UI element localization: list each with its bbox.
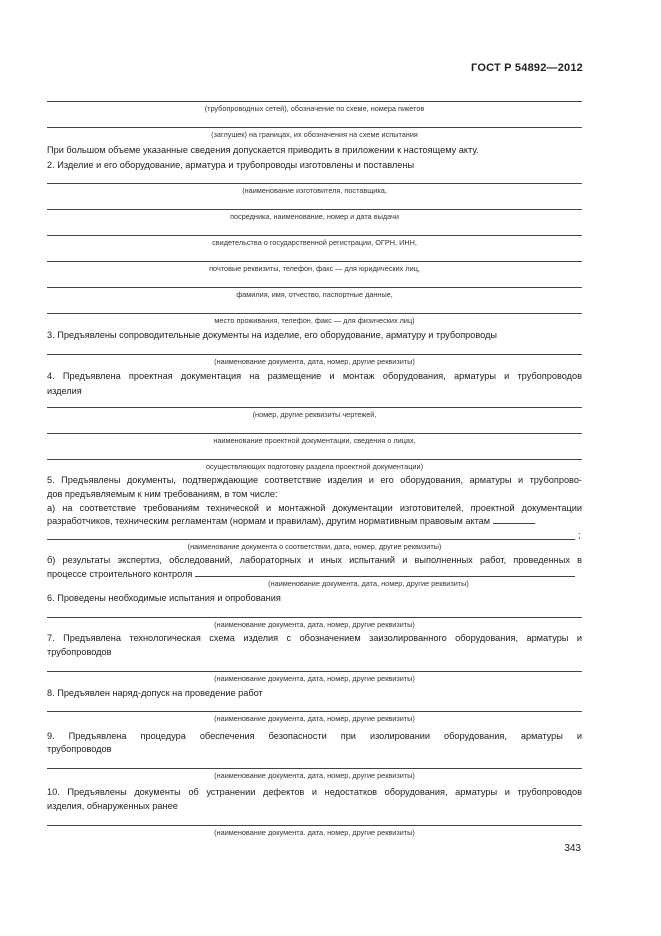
field-caption: (наименование документа, дата, номер, другие реквизиты) bbox=[214, 771, 415, 780]
item-5b-line-2: процессе строительного контроля bbox=[47, 567, 582, 582]
fill-line bbox=[47, 711, 582, 712]
item-6-text: 6. Проведены необходимые испытания и опробования bbox=[47, 593, 281, 603]
fill-line bbox=[47, 825, 582, 826]
fill-line bbox=[493, 523, 535, 524]
note-text: При большом объеме указанные сведения допускается приводить в приложении к настоящему акту. bbox=[47, 145, 479, 155]
semicolon: ; bbox=[578, 530, 581, 540]
item-4-line-1: 4. Предъявлена проектная документация на размещение и монтаж оборудования, арматуры и трубопроводов bbox=[47, 371, 582, 381]
field-caption: (наименование документа, дата, номер, другие реквизиты) bbox=[214, 357, 415, 366]
page-number: 343 bbox=[564, 843, 581, 854]
item-5-line-1: 5. Предъявлены документы, подтверждающие соответствие изделия и его оборудования, арматуры и трубопрово- bbox=[47, 475, 582, 485]
field-caption: свидетельства о государственной регистрации, ОГРН, ИНН, bbox=[212, 238, 417, 247]
field-caption: (наименование документа, дата, номер, другие реквизиты) bbox=[214, 714, 415, 723]
standard-designation: ГОСТ Р 54892—2012 bbox=[471, 62, 583, 74]
item-9-line-2: трубопроводов bbox=[47, 744, 112, 754]
item-5a-line-1: а) на соответствие требованиям технической и монтажной документации изготовителей, проектной документации bbox=[47, 503, 582, 513]
item-5-line-2: дов предъявляемым к ним требованиям, в том числе: bbox=[47, 489, 278, 499]
field-caption: (наименование документа, дата, номер, другие реквизиты) bbox=[268, 579, 469, 588]
fill-line bbox=[47, 261, 582, 262]
item-8-text: 8. Предъявлен наряд-допуск на проведение работ bbox=[47, 688, 263, 698]
fill-line bbox=[47, 127, 582, 128]
fill-line bbox=[47, 768, 582, 769]
item-7-line-2: трубопроводов bbox=[47, 647, 112, 657]
fill-line bbox=[47, 459, 582, 460]
field-caption: (заглушек) на границах, их обозначения на схеме испытания bbox=[211, 130, 418, 139]
fill-line bbox=[47, 313, 582, 314]
field-caption: (наименование изготовителя, поставщика, bbox=[242, 186, 387, 195]
field-caption: место проживания, телефон, факс — для физических лиц) bbox=[214, 316, 415, 325]
fill-line bbox=[47, 433, 582, 434]
item-3-text: 3. Предъявлены сопроводительные документы на изделие, его оборудование, арматуру и трубопроводы bbox=[47, 330, 498, 340]
field-caption: осуществляющих подготовку раздела проектной документации) bbox=[205, 462, 424, 471]
item-9-line-1: 9. Предъявлена процедура обеспечения безопасности при изолировании оборудования, арматуры и bbox=[47, 731, 582, 741]
field-caption: посредника, наименование, номер и дата выдачи bbox=[230, 212, 399, 221]
fill-line bbox=[47, 209, 582, 210]
field-caption: (наименование документа, дата, номер, другие реквизиты) bbox=[214, 674, 415, 683]
fill-line bbox=[47, 101, 582, 102]
fill-line bbox=[47, 617, 582, 618]
item-10-line-1: 10. Предъявлены документы об устранении дефектов и недостатков оборудования, арматуры и трубопроводов bbox=[47, 787, 582, 797]
fill-line bbox=[195, 576, 575, 577]
field-caption: почтовые реквизиты, телефон, факс — для юридических лиц, bbox=[209, 264, 420, 273]
field-caption: (наименование документа, дата, номер, другие реквизиты) bbox=[214, 620, 415, 629]
field-caption: (номер, другие реквизиты чертежей, bbox=[252, 410, 377, 419]
item-7-line-1: 7. Предъявлена технологическая схема изделия с обозначением заизолированного оборудования, арматуры и bbox=[47, 633, 582, 643]
item-2-text: 2. Изделие и его оборудование, арматура и трубопроводы изготовлены и поставлены bbox=[47, 160, 415, 170]
field-caption: фамилия, имя, отчество, паспортные данные, bbox=[236, 290, 393, 299]
field-caption: (трубопроводных сетей), обозначение по схеме, номера пикетов bbox=[204, 104, 425, 113]
fill-line bbox=[47, 235, 582, 236]
fill-line bbox=[47, 539, 575, 540]
item-5a-line-2: разработчиков, техническим регламентам (нормам и правилам), другим нормативным правовым актам bbox=[47, 514, 582, 529]
item-10-line-2: изделия, обнаруженных ранее bbox=[47, 801, 178, 811]
fill-line bbox=[47, 183, 582, 184]
item-4-line-2: изделия bbox=[47, 386, 82, 396]
fill-line bbox=[47, 407, 582, 408]
item-5b-line-1: б) результаты экспертиз, обследований, лабораторных и иных испытаний и выполненных работ, проведенных в bbox=[47, 555, 582, 565]
field-caption: наименование проектной документации, сведения о лицах, bbox=[213, 436, 416, 445]
field-caption: (наименование документа. дата, номер, другие реквизиты) bbox=[214, 828, 415, 837]
fill-line bbox=[47, 671, 582, 672]
fill-line bbox=[47, 287, 582, 288]
fill-line bbox=[47, 354, 582, 355]
field-caption: (наименование документа о соответствии, дата, номер, другие реквизиты) bbox=[187, 542, 442, 551]
